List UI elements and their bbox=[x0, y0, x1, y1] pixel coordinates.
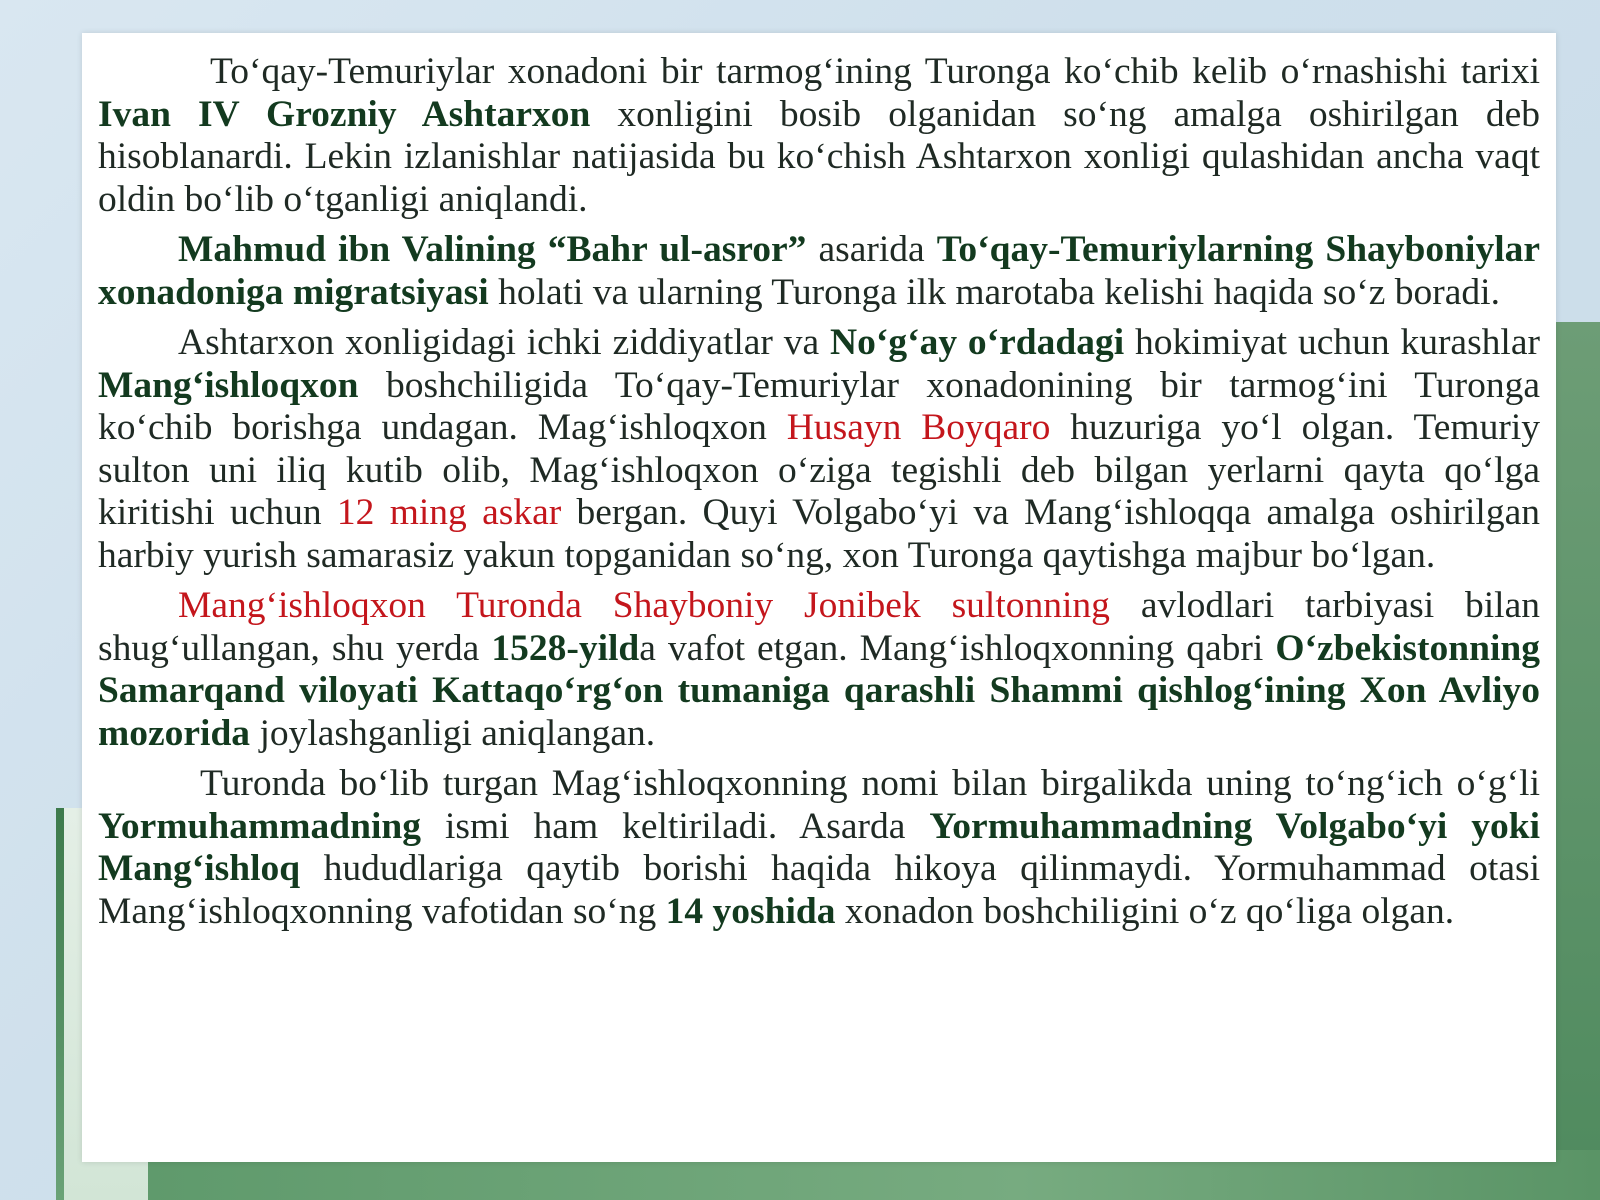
text-run: a vafot etgan. Mang‘ishloqxonning qabri bbox=[639, 627, 1276, 669]
text-run: avlodlari tarbiyasi bilan shug‘ullangan, shu yerda bbox=[98, 585, 1540, 669]
text-run: hududlariga qaytib borishi haqida hikoya qilinmaydi. Yormuhammad otasi Mang‘ishloqxonning vafotidan so‘ng bbox=[98, 848, 1540, 932]
paragraph-3 bbox=[98, 322, 1540, 577]
text-run: ismi ham keltiriladi. Asarda bbox=[420, 805, 930, 847]
slide-content bbox=[98, 51, 1540, 941]
text-run: asarida bbox=[806, 229, 937, 270]
text-run: huzuriga yo‘l olgan. Temuriy sulton uni iliq kutib olib, Mag‘ishloqxon o‘ziga tegishli deb bilgan yerlarni qayta qo‘lga kiritishi uchun bbox=[98, 407, 1541, 533]
bold-run: No‘g‘ay o‘rdadagi bbox=[830, 322, 1125, 363]
text-run: Turonda bo‘lib turgan Mag‘ishloqxonning nomi bilan birgalikda uning to‘ng‘ich o‘g‘li bbox=[200, 763, 1540, 804]
bold-run: To‘qay-Temuriylarning Shayboniylar xonadoniga migratsiyasi bbox=[98, 229, 1541, 313]
highlight-run: 12 ming askar bbox=[336, 492, 562, 533]
bold-run: 1528-yild bbox=[491, 627, 640, 669]
paragraph-2 bbox=[98, 229, 1540, 314]
text-run: bergan. Quyi Volgabo‘yi va Mang‘ishloqqa amalga oshirilgan harbiy yurish samarasiz yakun topganidan so‘ng, xon Turonga qaytishga majbur bo‘lgan. bbox=[98, 492, 1540, 576]
bold-run: Ivan IV Grozniy Ashtarxon bbox=[98, 93, 591, 135]
decor-left-green-bar bbox=[56, 808, 64, 1200]
paragraph-4 bbox=[98, 585, 1540, 755]
bold-run: Yormuhammadning Volgabo‘yi yoki Mang‘ishloq bbox=[98, 805, 1540, 889]
text-run: xonligini bosib olganidan so‘ng amalga oshirilgan deb hisoblanardi. Lekin izlanishlar natijasida bu ko‘chish Ashtarxon xonligi qulashidan ancha vaqt oldin bo‘lib o‘tganligi aniqlandi. bbox=[98, 93, 1540, 220]
text-run: joylashganligi aniqlangan. bbox=[250, 712, 656, 754]
paragraph-5 bbox=[98, 763, 1540, 933]
text-run: boshchiligida To‘qay-Temuriylar xonadonining bir tarmog‘ini Turonga ko‘chib borishga undagan. Mag‘ishloqxon bbox=[98, 364, 1540, 448]
slide-text-panel bbox=[82, 33, 1556, 1162]
text-run: To‘qay-Temuriylar xonadoni bir tarmog‘ining Turonga ko‘chib kelib o‘rnashishi tarixi bbox=[210, 51, 1540, 92]
text-run: holati va ularning Turonga ilk marotaba kelishi haqida so‘z boradi. bbox=[488, 271, 1500, 313]
text-run: xonadon boshchiligini o‘z qo‘liga olgan. bbox=[835, 890, 1455, 932]
text-run: Ashtarxon xonligidagi ichki ziddiyatlar va bbox=[178, 322, 831, 363]
text-run: hokimiyat uchun kurashlar bbox=[1124, 322, 1540, 363]
bold-run: Mahmud ibn Valining “Bahr ul-asror” bbox=[178, 229, 807, 270]
bold-run: 14 yoshida bbox=[665, 890, 836, 932]
paragraph-1 bbox=[98, 51, 1540, 221]
highlight-run: Mang‘ishloqxon Turonda Shayboniy Jonibek sultonning bbox=[178, 585, 1110, 626]
highlight-run: Husayn Boyqaro bbox=[786, 407, 1051, 448]
bold-run: Mang‘ishloqxon bbox=[98, 364, 359, 406]
bold-run: Yormuhammadning bbox=[98, 805, 421, 847]
bold-run: O‘zbekistonning Samarqand viloyati Kattaqo‘rg‘on tumaniga qarashli Shammi qishlog‘ining Xon Avliyo mozorida bbox=[98, 627, 1541, 754]
